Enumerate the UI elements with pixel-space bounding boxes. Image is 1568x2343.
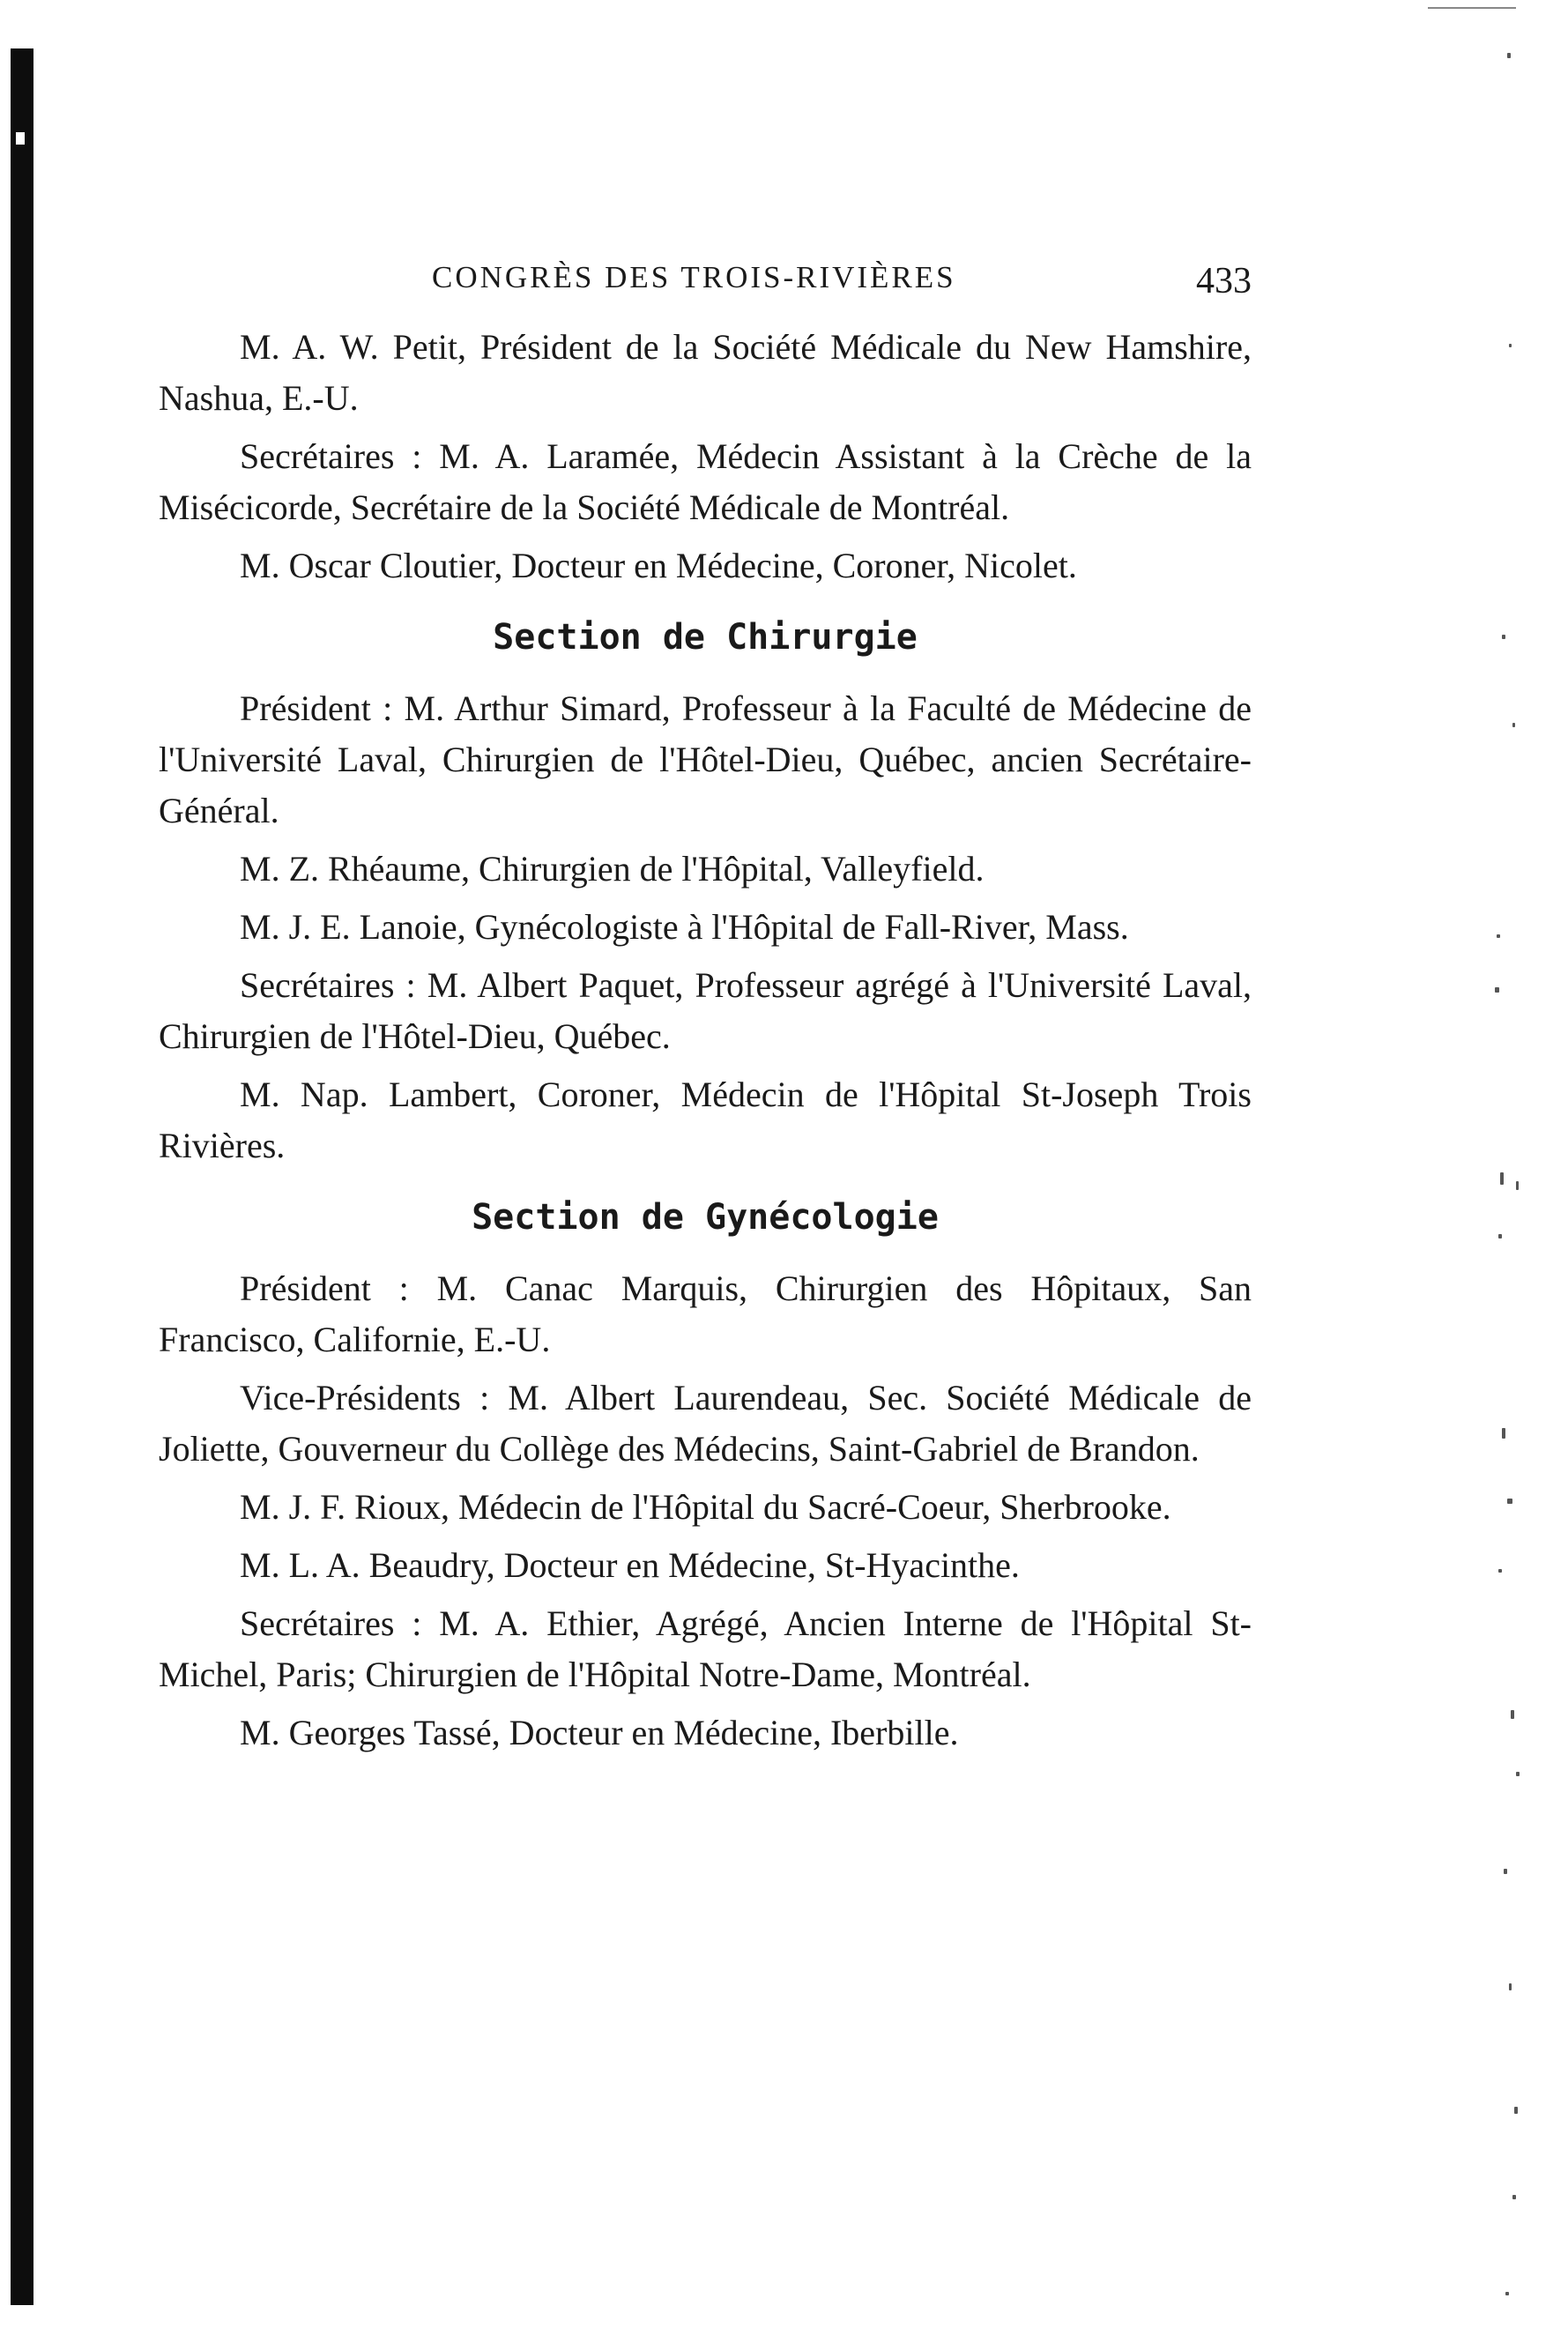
section-heading-chirurgie: Section de Chirurgie [493, 617, 918, 658]
running-title: CONGRÈS DES TROIS-RIVIÈRES [432, 260, 956, 294]
paragraph: Président : M. Arthur Simard, Professeur à la Faculté de Médecine de l'Université Laval, Chirurgien de l'Hôtel-Dieu, Québec, ancien Secrétaire-Général. [159, 688, 1252, 830]
scan-binding-notch [16, 132, 25, 145]
paragraph: M. Nap. Lambert, Coroner, Médecin de l'Hôpital St-Joseph Trois Rivières. [159, 1075, 1252, 1165]
page-body [159, 322, 1252, 1766]
page-header [159, 260, 1252, 313]
paragraph: M. L. A. Beaudry, Docteur en Médecine, St-Hyacinthe. [240, 1545, 1020, 1585]
paragraph: M. J. E. Lanoie, Gynécologiste à l'Hôpital de Fall-River, Mass. [240, 907, 1129, 947]
paragraph: Vice-Présidents : M. Albert Laurendeau, Sec. Société Médicale de Joliette, Gouverneur du Collège des Médecins, Saint-Gabriel de Brandon. [159, 1378, 1252, 1469]
paragraph: Secrétaires : M. A. Laramée, Médecin Assistant à la Crèche de la Misécicorde, Secrétaire de la Société Médicale de Montréal. [159, 436, 1252, 527]
paragraph: M. J. F. Rioux, Médecin de l'Hôpital du Sacré-Coeur, Sherbrooke. [240, 1487, 1171, 1527]
paragraph: Secrétaires : M. A. Ethier, Agrégé, Ancien Interne de l'Hôpital St-Michel, Paris; Chirurgien de l'Hôpital Notre-Dame, Montréal. [159, 1603, 1252, 1694]
section-heading-gynecologie: Section de Gynécologie [472, 1197, 939, 1238]
scan-binding-edge [11, 48, 33, 2305]
paragraph: Secrétaires : M. Albert Paquet, Professeur agrégé à l'Université Laval, Chirurgien de l'Hôtel-Dieu, Québec. [159, 965, 1252, 1056]
paragraph: M. Oscar Cloutier, Docteur en Médecine, Coroner, Nicolet. [240, 546, 1077, 585]
paragraph: M. Z. Rhéaume, Chirurgien de l'Hôpital, Valleyfield. [240, 849, 985, 889]
scan-edge-noise [1490, 53, 1551, 2327]
paragraph: M. A. W. Petit, Président de la Société Médicale du New Hamshire, Nashua, E.-U. [159, 327, 1252, 418]
page-number: 433 [1196, 261, 1252, 301]
scan-top-rule [1428, 7, 1516, 9]
paragraph: M. Georges Tassé, Docteur en Médecine, Iberbille. [240, 1713, 959, 1752]
paragraph: Président : M. Canac Marquis, Chirurgien des Hôpitaux, San Francisco, Californie, E.-U. [159, 1268, 1252, 1359]
